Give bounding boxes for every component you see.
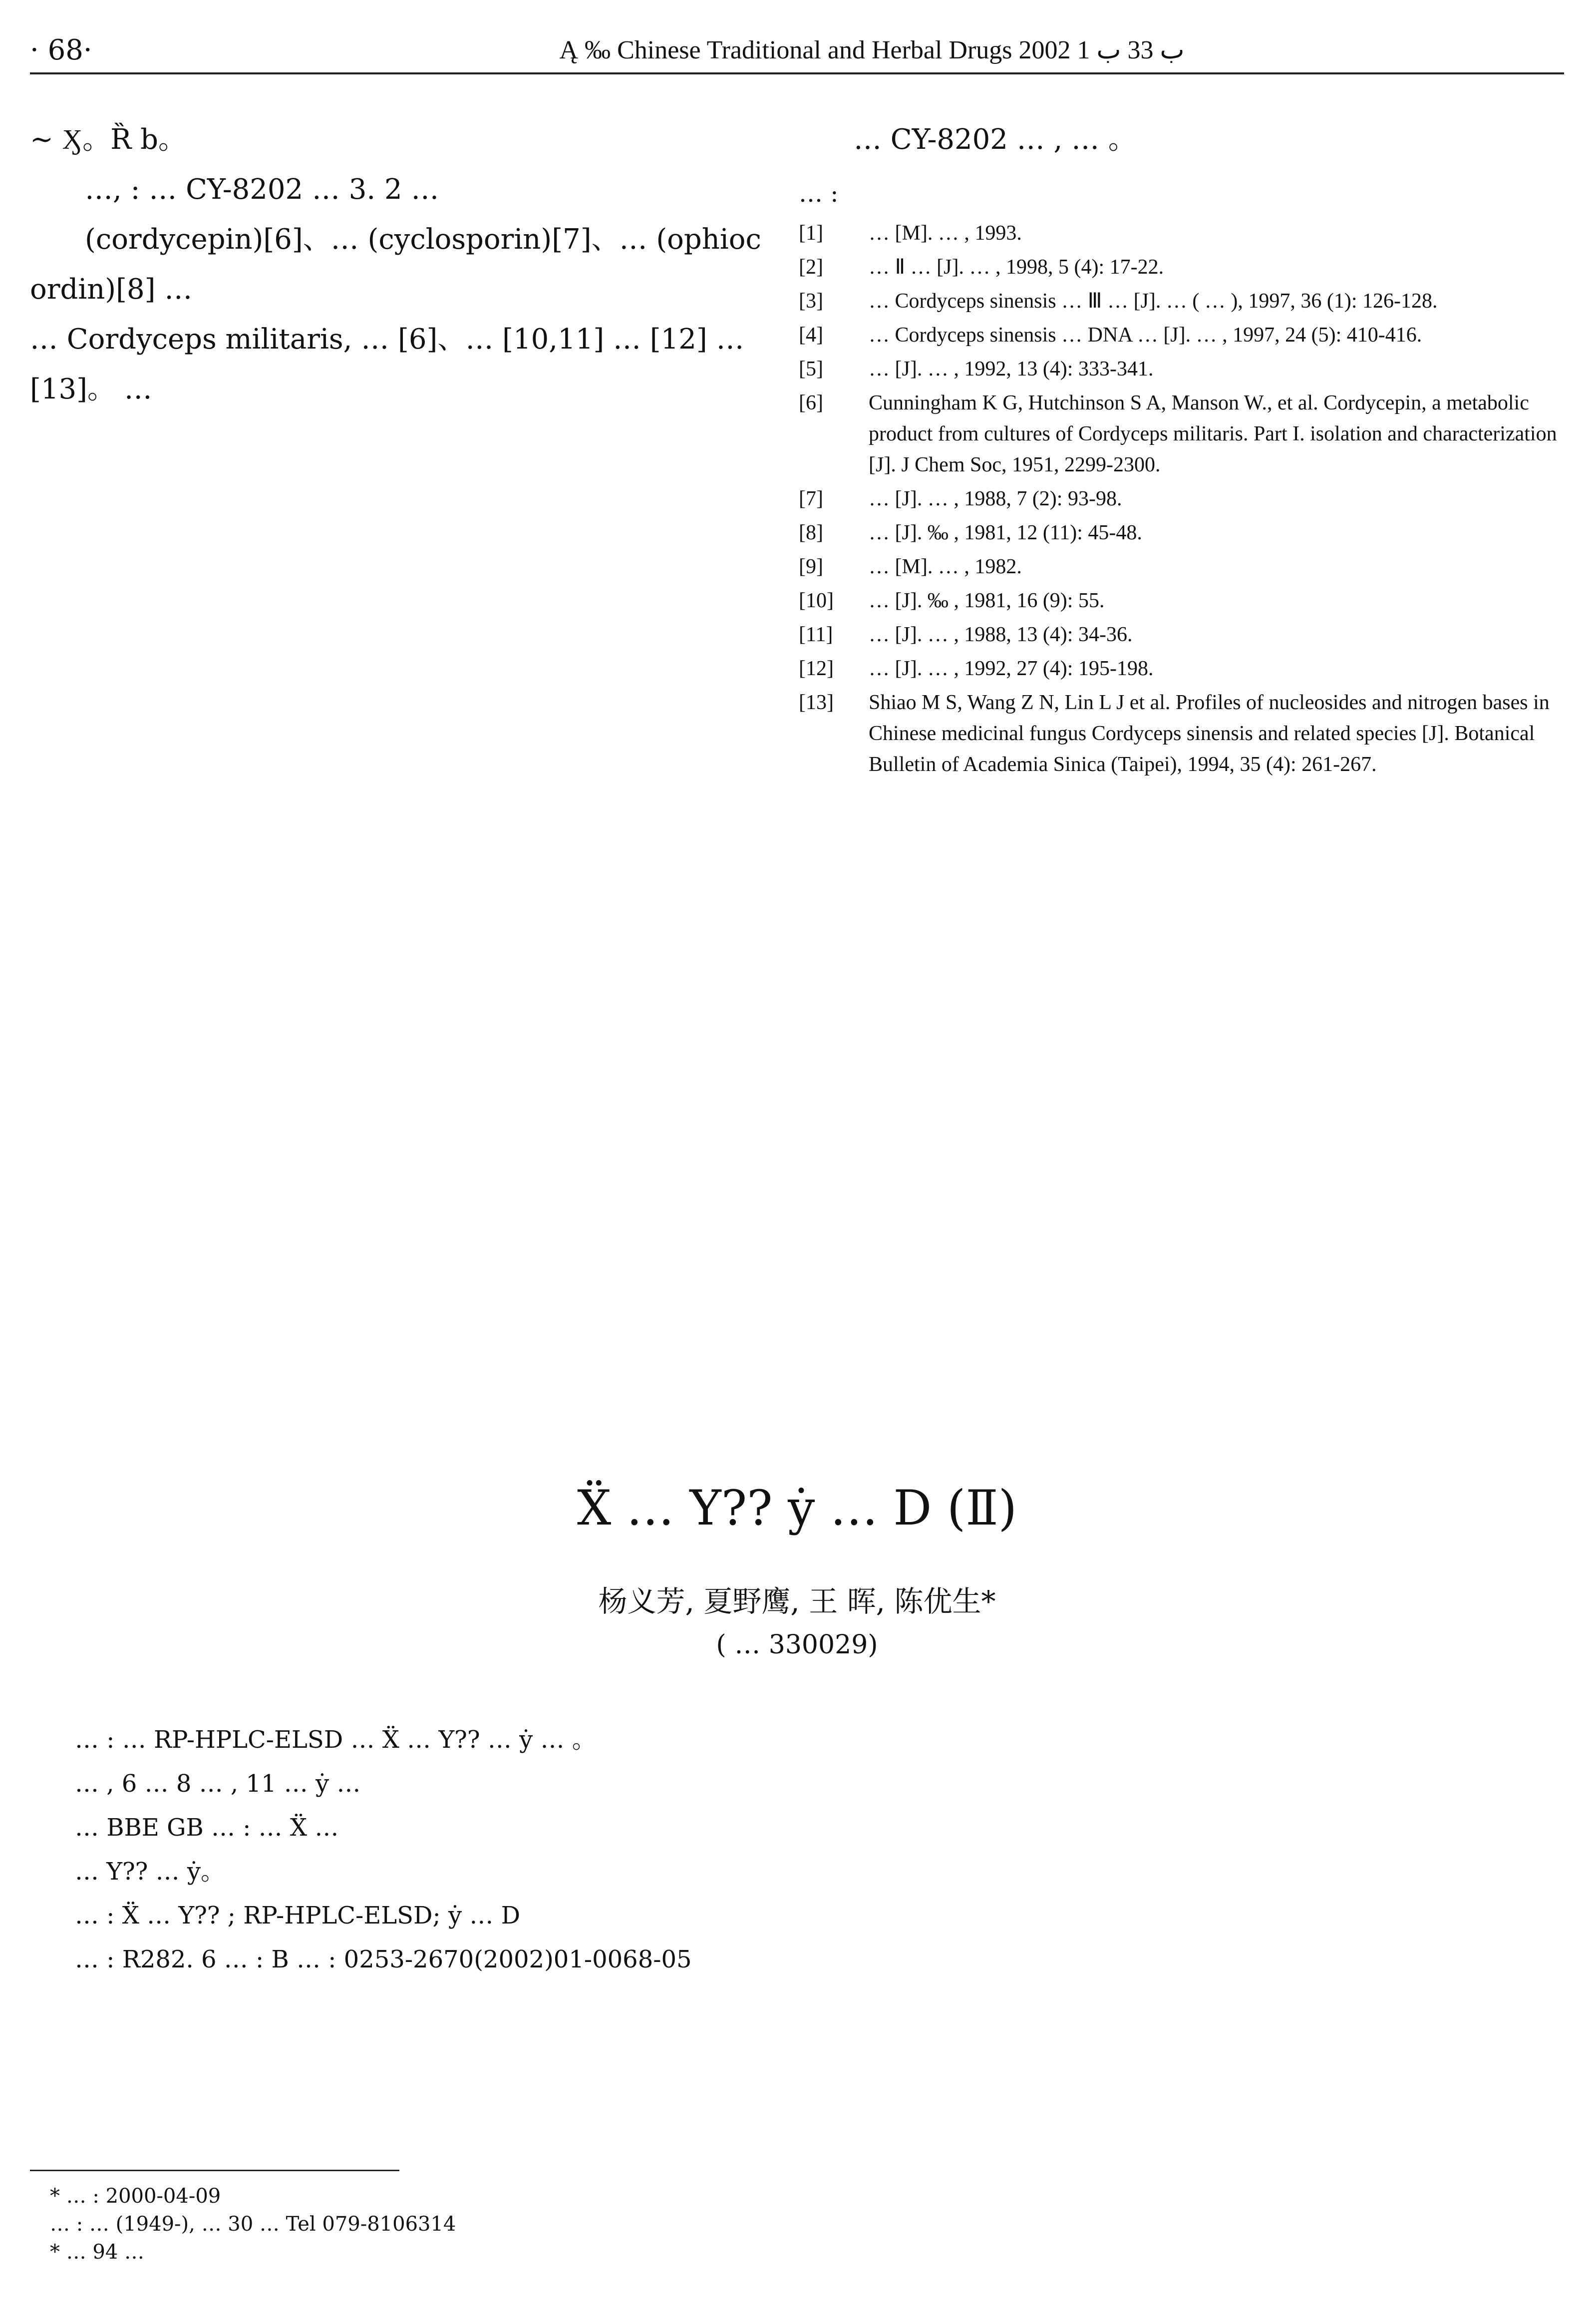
reference-number: [4] (799, 324, 823, 347)
reference-item (799, 551, 1563, 582)
reference-text: … [J]. … , 1988, 7 (2): 93-98. (869, 487, 1122, 510)
abstract-line: … , 6 … 8 … , 11 … ẏ … (75, 1770, 361, 1798)
reference-text: … [J]. ‰ , 1981, 16 (9): 55. (869, 589, 1105, 612)
body-paragraph: (cordycepin)[6]、… (cyclosporin)[7]、… (ophiocordin)[8] … (30, 223, 761, 306)
abstract-line: … Y?? … ẏ。 (75, 1858, 225, 1886)
reference-item (799, 286, 1563, 317)
footnote-rule (30, 2170, 399, 2171)
body-paragraph: ~ Ӽ。Ȑ b。 (30, 123, 186, 156)
reference-item (799, 252, 1563, 283)
reference-item (799, 687, 1563, 780)
abstract-line: … : … RP-HPLC-ELSD … Ẍ … Y?? … ẏ … 。 (75, 1726, 596, 1754)
right-column (799, 115, 1563, 783)
journal-title: Ą ‰ Chinese Traditional and Herbal Drugs 2002 ب 33 ب 1 (559, 36, 1185, 64)
reference-text: … [J]. … , 1992, 27 (4): 195-198. (869, 657, 1154, 680)
reference-item (799, 320, 1563, 351)
reference-text: Shiao M S, Wang Z N, Lin L J et al. Profiles of nucleosides and nitrogen bases in Chinese medicinal fungus Cordyceps sinensis and related species [J]. Botanical Bulletin of Academia Sinica (Taipei), 1994, 35 (4): 261-267. (869, 691, 1550, 776)
abstract-line: … : Ẍ … Y?? ; RP-HPLC-ELSD; ẏ … D (75, 1902, 521, 1930)
reference-item (799, 585, 1563, 616)
reference-text: … [M]. … , 1993. (869, 222, 1022, 245)
page-number: · 68· (30, 33, 92, 66)
body-paragraph: … Cordyceps militaris, … [6]、… [10,11] … [12] … [13]。 … (30, 323, 744, 405)
reference-number: [7] (799, 487, 823, 510)
reference-number: [6] (799, 391, 823, 414)
reference-number: [11] (799, 623, 833, 646)
footnote-line: … : … (1949-), … 30 … Tel 079-8106314 (50, 2213, 456, 2236)
second-article-header (0, 1473, 1594, 1660)
reference-item (799, 483, 1563, 514)
reference-item (799, 218, 1563, 249)
references-heading: … : (799, 180, 839, 208)
reference-text: Cunningham K G, Hutchinson S A, Manson W., et al. Cordycepin, a metabolic product from cultures of Cordyceps militaris. Part I. isolation and characterization [J]. J Chem Soc, 1951, 2299-2300. (869, 391, 1557, 476)
reference-number: [9] (799, 555, 823, 578)
footnote-line: * … : 2000-04-09 (50, 2185, 221, 2208)
reference-item (799, 619, 1563, 650)
reference-item (799, 653, 1563, 684)
reference-number: [3] (799, 290, 823, 313)
reference-item (799, 387, 1563, 480)
reference-text: … [J]. ‰ , 1981, 12 (11): 45-48. (869, 521, 1142, 544)
page-header (30, 27, 1564, 74)
article-title: Ẍ … Y?? ẏ … D (Ⅱ) (577, 1480, 1017, 1536)
reference-number: [5] (799, 358, 823, 381)
abstract-line: … : R282. 6 … : B … : 0253-2670(2002)01-0068-05 (75, 1945, 692, 1973)
article-authors: 杨义芳, 夏野鹰, 王 晖, 陈优生* (598, 1584, 996, 1618)
reference-text: … [J]. … , 1992, 13 (4): 333-341. (869, 358, 1154, 381)
footnote-line: * … 94 … (50, 2241, 145, 2264)
reference-text: … Ⅱ … [J]. … , 1998, 5 (4): 17-22. (869, 256, 1164, 279)
reference-item (799, 517, 1563, 548)
abstract-block (75, 1718, 1523, 1981)
reference-text: … [M]. … , 1982. (869, 555, 1022, 578)
reference-list (799, 218, 1563, 780)
reference-text: … [J]. … , 1988, 13 (4): 34-36. (869, 623, 1133, 646)
reference-text: … Cordyceps sinensis … Ⅲ … [J]. … ( … ), 1997, 36 (1): 126-128. (869, 290, 1438, 313)
reference-number: [10] (799, 589, 834, 612)
body-paragraph: …, : … CY-8202 … 3. 2 … (85, 173, 439, 206)
reference-text: … Cordyceps sinensis … DNA … [J]. … , 1997, 24 (5): 410-416. (869, 324, 1422, 347)
reference-number: [8] (799, 521, 823, 544)
footnotes (50, 2182, 1548, 2266)
body-paragraph: … CY-8202 … , … 。 (854, 123, 1136, 156)
reference-number: [12] (799, 657, 834, 680)
article-affiliation: ( … 330029) (716, 1630, 878, 1660)
reference-number: [2] (799, 256, 823, 279)
reference-number: [1] (799, 222, 823, 245)
abstract-line: … BBE GB … : … Ẍ … (75, 1814, 339, 1842)
reference-number: [13] (799, 691, 834, 714)
left-column (30, 115, 769, 414)
reference-item (799, 354, 1563, 385)
